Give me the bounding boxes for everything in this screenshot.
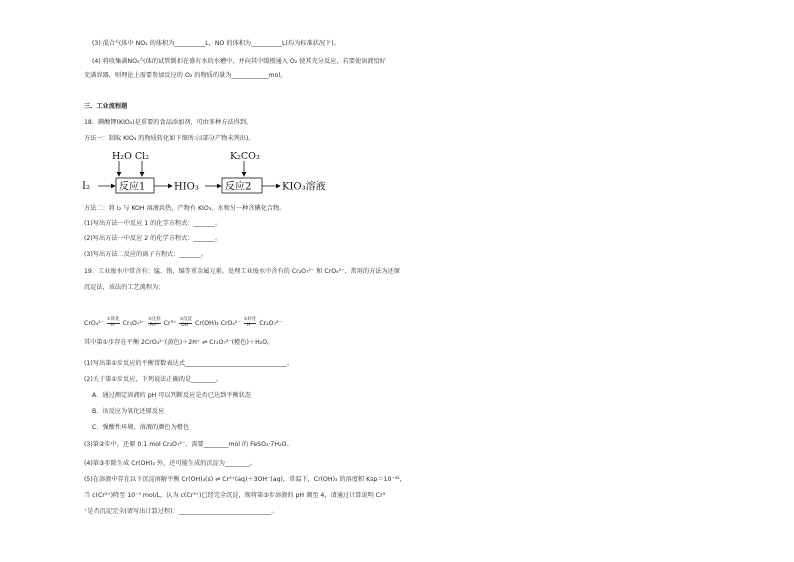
q18-method1: 方法一：制取 KIO₃ 的物质转化如下图所示(部分产物未列出)。 [84,135,255,142]
q18-sub1: (1)写出方法一中反应 1 的化学方程式：_______。 [84,220,222,227]
chain-arrow-4: $\frac{\text{①转化}}{H^+}$ [243,317,257,328]
q18-sub2: (2)写出方法一中反应 2 的化学方程式：_______。 [84,235,222,242]
flow-reagent-2: K₂CO₃ [230,151,260,162]
kio3-flow-diagram [78,146,378,196]
chain-species-2: Cr³⁺ [163,320,177,328]
chain-species-0: CrO₄²⁻ [84,320,104,328]
q19-sub1: (1)写出第①步反应的平衡常数表达式_________________________________。 [84,360,294,367]
q19-option-b: B．该反应为氧化还原反应 [92,408,165,415]
q19-intro-b: 沉淀法，该法的工艺流程为： [84,284,165,291]
q18-method2: 方法二：将 I₂ 与 KOH 溶液共热，产物有 KIO₃、水和另一种含碘化合物。 [84,205,286,212]
flow-reagents-1: H₂O Cl₂ [112,151,150,162]
flow-mid: HIO₃ [174,181,199,193]
q-prev-part4b: 充满容器，则理论上需要参加反应的 O₂ 的物质的量为____________mol。 [84,72,287,79]
q19-equilibrium: 其中第①步存在平衡 2CrO₄²⁻(黄色)＋2H⁺ ⇌ Cr₂O₇²⁻(橙色)＋H₂O。 [84,339,274,346]
q18-intro: 18．碘酸钾(KIO₃)是重要的食品添加剂，可由多种方法得到。 [84,119,253,126]
chain-arrow-2: $\frac{\text{②还原}}{\text{Fe²⁺}}$ [148,317,161,328]
q19-process-chain [84,318,282,328]
q19-option-a: A．通过测定溶液的 pH 可以判断反应是否已达到平衡状态 [92,392,252,399]
section-title-process: 三、工业流程题 [84,103,128,110]
flow-box1-label: 反应1 [119,181,146,193]
flow-start: I₂ [82,181,90,192]
chain-species-5: Cr₂O₇²⁻ [259,320,282,328]
chain-species-3: Cr(OH)₃ [195,320,219,328]
chain-species-4: CrO₄²⁻ [220,320,241,328]
q-prev-part4a: (4) 将收集满NO₂气体的试管倒扣在盛有水的水槽中，并向其中缓慢通入 O₂ 使其充分反应，若要使溶液恰好 [92,58,386,65]
q18-sub3: (3)写出方法二反应的离子方程式：_______。 [84,251,208,258]
chain-arrow-1: $\frac{\text{①转化}}{H^+}$ [106,317,120,328]
q19-sub3: (3)第②步中，还原 0.1 mol Cr₂O₇²⁻，需要________mol 的 FeSO₄·7H₂O。 [84,441,293,448]
q19-sub2: (2)关于第①步反应，下列说法正确的是________。 [84,376,223,383]
q19-sub5-c: ⁺是否沉淀完全(请写出计算过程)：______________________________。 [84,508,278,515]
chain-species-1: Cr₂O₇²⁻ [122,320,146,328]
q19-option-c: C．强酸性环境，溶液的颜色为橙色 [92,424,190,431]
q-prev-part3: (3) 混合气体中 NO₂ 的体积为__________L，NO 的体积为__________L(均为标准状况下)。 [92,40,340,47]
chain-arrow-3: $\frac{\text{③沉淀}}{OH^-}$ [179,317,193,328]
flow-end: KIO₃溶液 [282,181,326,193]
q19-sub4: (4)第③步除生成 Cr(OH)₃ 外，还可能生成的沉淀为________。 [84,460,256,467]
q19-sub5-b: 当 c(Cr³⁺)降至 10⁻⁵ mol/L，认为 c(Cr³⁺)已经完全沉淀，现将第③步溶液的 pH 调至 4，请通过计算说明 Cr³ [84,492,386,499]
flow-box2-label: 反应2 [225,181,252,193]
q19-sub5-a: (5)在溶液中存在以下沉淀溶解平衡 Cr(OH)₃(s) ⇌ Cr³⁺(aq)＋3OH⁻(aq)，常温下，Cr(OH)₃ 的溶度积 Ksp＝10⁻³²， [84,476,406,483]
q19-intro-a: 19．工业废水中常含有：锰、铬、镉等重金属元素。处理工业废水中含有的 Cr₂O₇²⁻ 和 CrO₄²⁻，常用的方法为还原 [84,268,401,275]
